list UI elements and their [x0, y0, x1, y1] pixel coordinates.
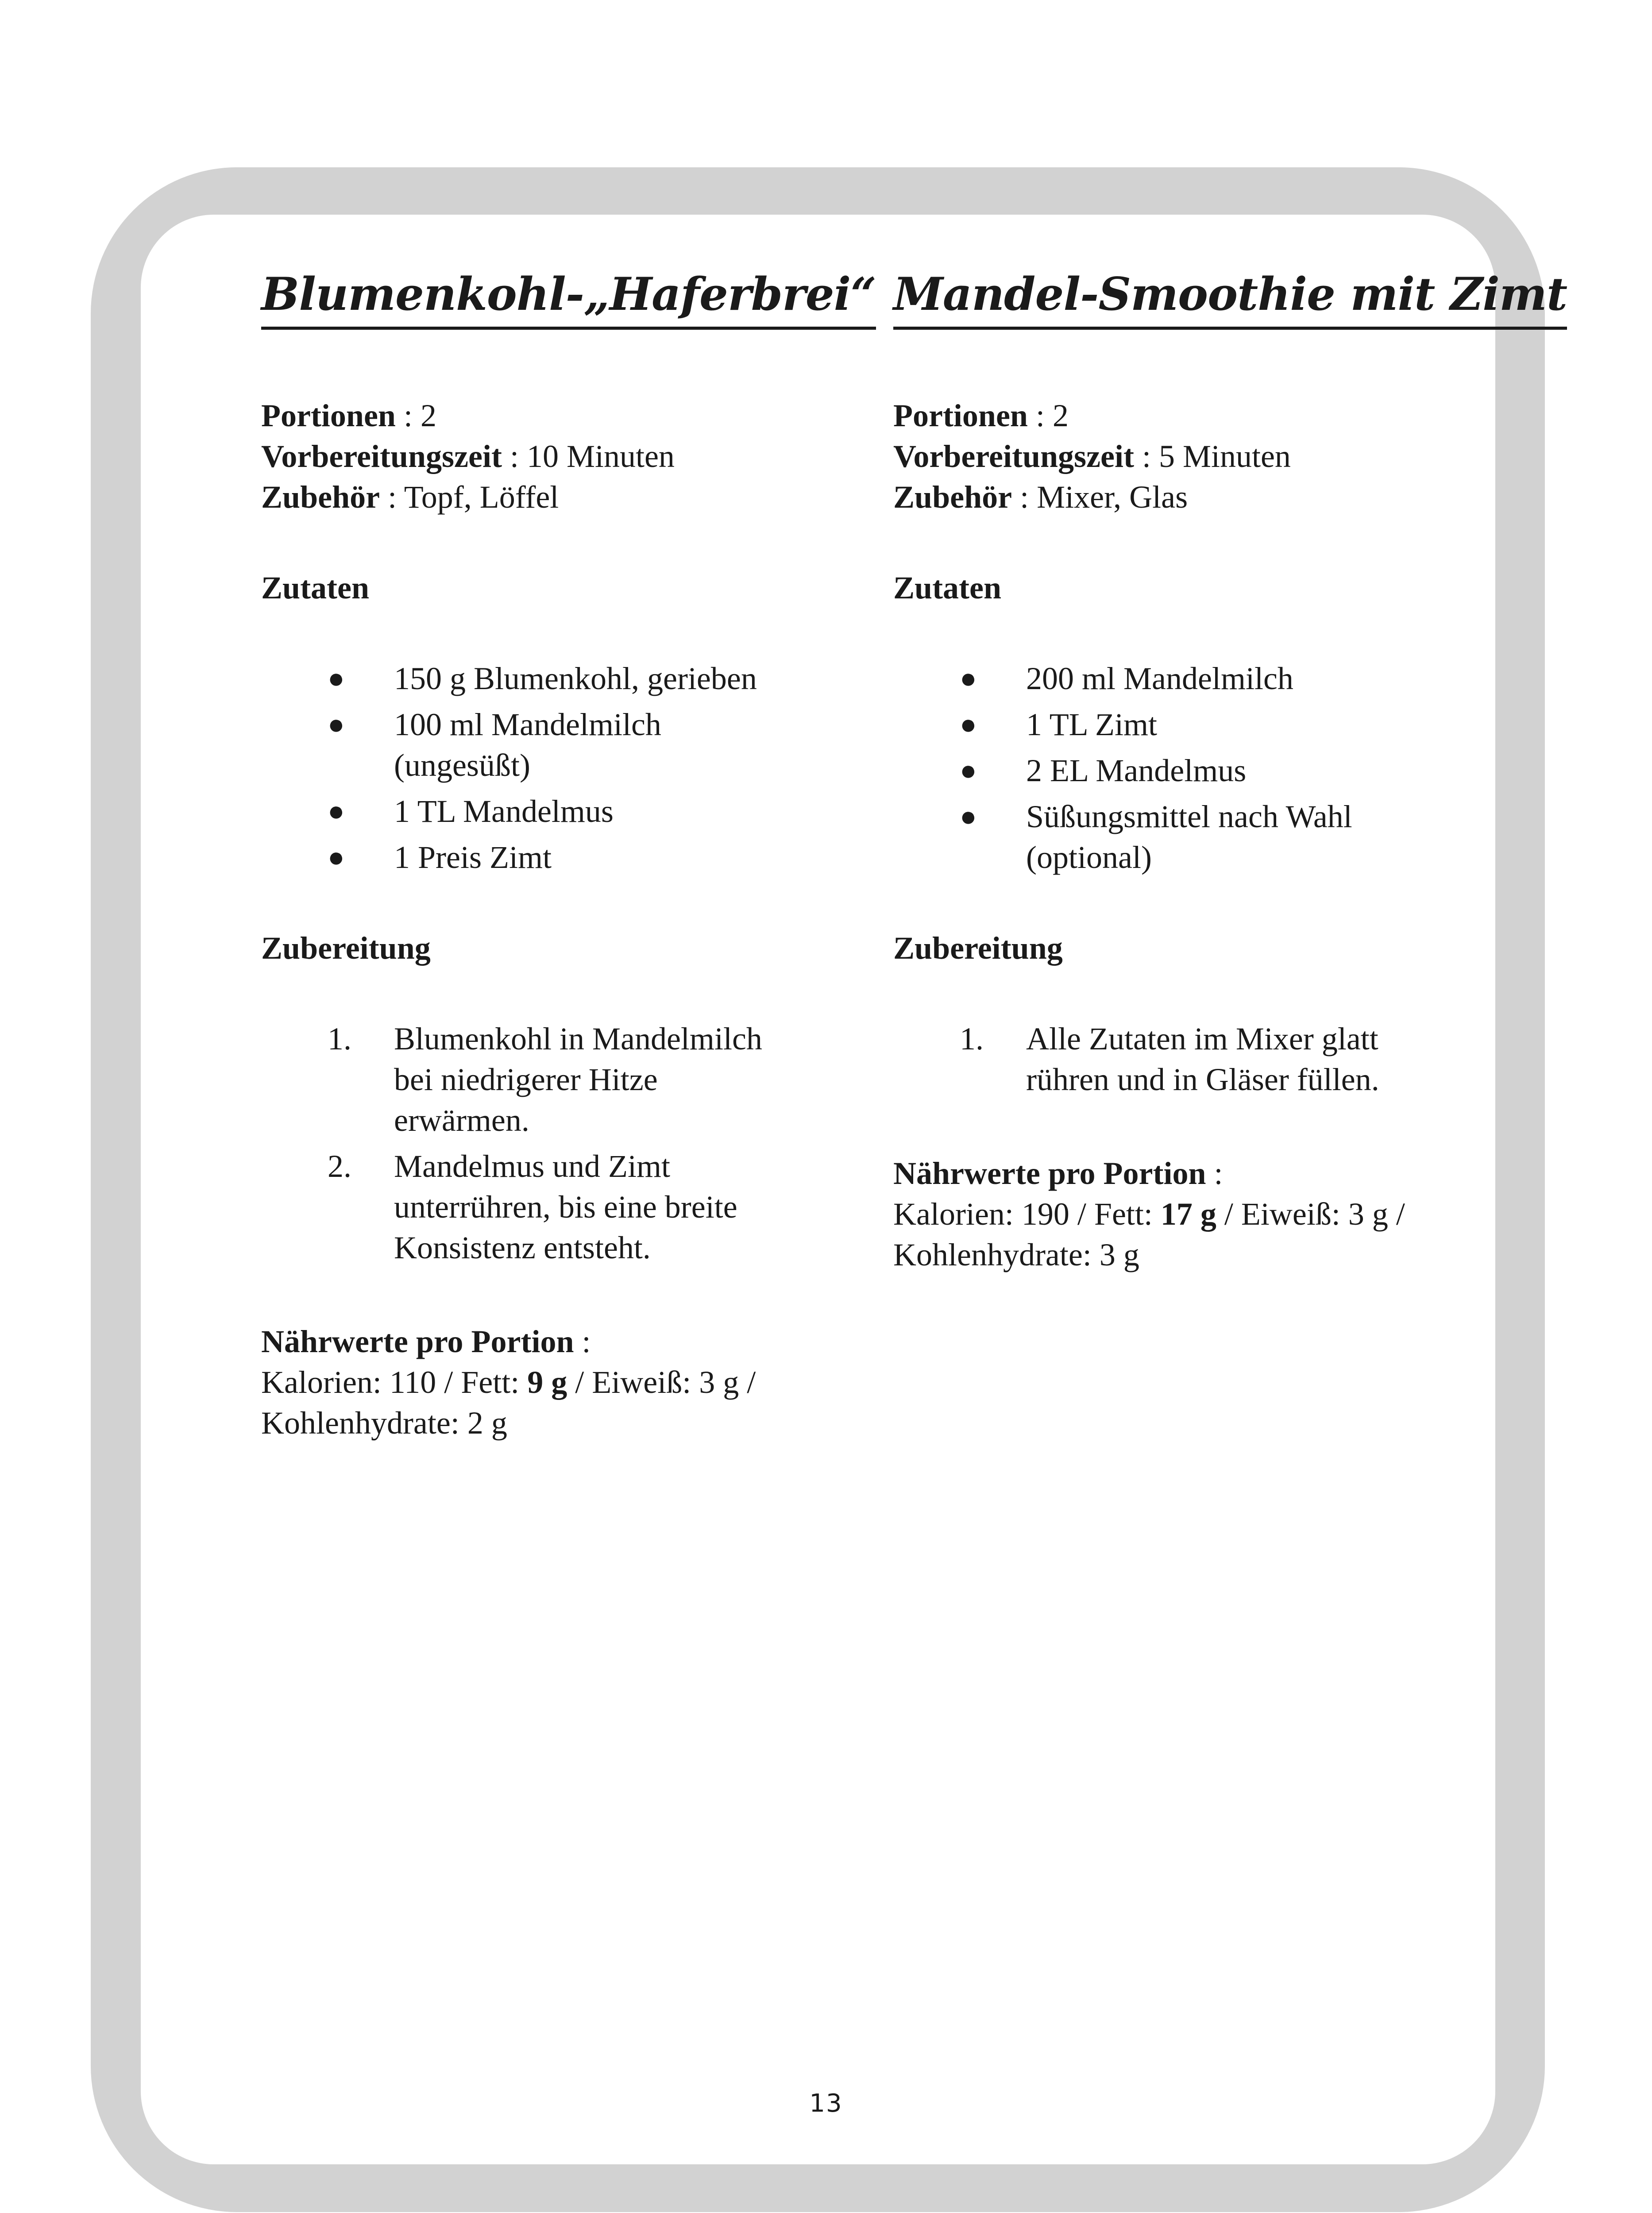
vorbereitungszeit-line — [261, 436, 775, 477]
step-number: 1. — [960, 1021, 984, 1056]
zubereitung-heading: Zubereitung — [893, 930, 1063, 966]
portionen-line — [893, 395, 1407, 436]
list-item — [261, 837, 775, 878]
vorbereitungszeit-value: : 10 Minuten — [502, 439, 675, 474]
step-text: Blumenkohl in Mandelmilch bei niedrigerer Hitze erwärmen. — [394, 1021, 762, 1138]
ingredient-text: 150 g Blumenkohl, gerieben — [394, 661, 757, 696]
zubehoer-line — [893, 477, 1407, 517]
naehrwerte-colon: : — [574, 1324, 591, 1359]
ingredient-text: 100 ml Mandelmilch (ungesüßt) — [394, 707, 661, 783]
ingredient-text: 2 EL Mandelmus — [1026, 753, 1247, 788]
recipe-title: Mandel-Smoothie mit Zimt — [893, 266, 1567, 330]
naehrwerte-colon: : — [1206, 1156, 1223, 1191]
bullet-icon: ● — [328, 709, 345, 740]
naehrwerte-label: Nährwerte pro Portion — [893, 1156, 1206, 1191]
portionen-value: : 2 — [395, 398, 436, 433]
zubereitung-list — [261, 1018, 775, 1268]
zubereitung-heading: Zubereitung — [261, 930, 431, 966]
list-item — [261, 1146, 775, 1268]
zubehoer-value: : Topf, Löffel — [380, 479, 559, 515]
list-item — [893, 704, 1407, 745]
recipe-mandel-smoothie — [893, 266, 1567, 1275]
page-number: 13 — [809, 2089, 843, 2118]
ingredient-text: 200 ml Mandelmilch — [1026, 661, 1293, 696]
vorbereitungszeit-value: : 5 Minuten — [1134, 439, 1291, 474]
list-item — [893, 658, 1407, 699]
naehrwerte-text-1: Kalorien: 110 / Fett: — [261, 1365, 528, 1400]
vorbereitungszeit-line — [893, 436, 1407, 477]
step-text: Alle Zutaten im Mixer glatt rühren und in Gläser füllen. — [1026, 1021, 1379, 1097]
ingredient-text: 1 TL Mandelmus — [394, 794, 614, 829]
naehrwerte-text-1: Kalorien: 190 / Fett: — [893, 1196, 1161, 1232]
zutaten-list — [893, 658, 1407, 878]
zubehoer-value: : Mixer, Glas — [1012, 479, 1188, 515]
naehrwerte-fett-value: 9 g — [527, 1365, 567, 1400]
list-item — [261, 658, 775, 699]
recipe-title: Blumenkohl-„Haferbrei“ — [261, 266, 876, 330]
bullet-icon: ● — [960, 755, 977, 786]
naehrwerte — [261, 1321, 775, 1443]
ingredient-text: Süßungsmittel nach Wahl (optional) — [1026, 799, 1352, 875]
portionen-label: Portionen — [261, 398, 396, 433]
naehrwerte-text-2: / Eiweiß: 3 g / Kohlenhydrate: 2 g — [261, 1365, 756, 1441]
bullet-icon: ● — [960, 709, 977, 740]
list-item — [261, 791, 775, 832]
bullet-icon: ● — [328, 795, 345, 827]
bullet-icon: ● — [960, 663, 977, 694]
naehrwerte-fett-value: 17 g — [1160, 1196, 1216, 1232]
recipe-blumenkohl-haferbrei — [261, 266, 876, 1443]
step-text: Mandelmus und Zimt unterrühren, bis eine breite Konsistenz entsteht. — [394, 1149, 737, 1265]
list-item — [261, 704, 775, 786]
naehrwerte-text-2: / Eiweiß: 3 g / Kohlenhydrate: 3 g — [893, 1196, 1405, 1272]
step-number: 1. — [328, 1021, 351, 1056]
list-item — [893, 750, 1407, 791]
zutaten-heading: Zutaten — [261, 570, 370, 605]
ingredient-text: 1 TL Zimt — [1026, 707, 1157, 742]
bullet-icon: ● — [960, 801, 977, 832]
list-item — [893, 796, 1407, 878]
portionen-line — [261, 395, 775, 436]
zubereitung-list — [893, 1018, 1407, 1100]
zubehoer-label: Zubehör — [261, 479, 380, 515]
list-item — [261, 1018, 775, 1141]
zubehoer-line — [261, 477, 775, 517]
naehrwerte-label: Nährwerte pro Portion — [261, 1324, 574, 1359]
zubehoer-label: Zubehör — [893, 479, 1012, 515]
portionen-label: Portionen — [893, 398, 1028, 433]
bullet-icon: ● — [328, 841, 345, 873]
list-item — [893, 1018, 1407, 1100]
zutaten-list — [261, 658, 775, 878]
zutaten-heading: Zutaten — [893, 570, 1002, 605]
vorbereitungszeit-label: Vorbereitungszeit — [261, 439, 502, 474]
bullet-icon: ● — [328, 663, 345, 694]
step-number: 2. — [328, 1149, 351, 1184]
naehrwerte — [893, 1153, 1407, 1275]
vorbereitungszeit-label: Vorbereitungszeit — [893, 439, 1134, 474]
ingredient-text: 1 Preis Zimt — [394, 840, 552, 875]
portionen-value: : 2 — [1027, 398, 1069, 433]
